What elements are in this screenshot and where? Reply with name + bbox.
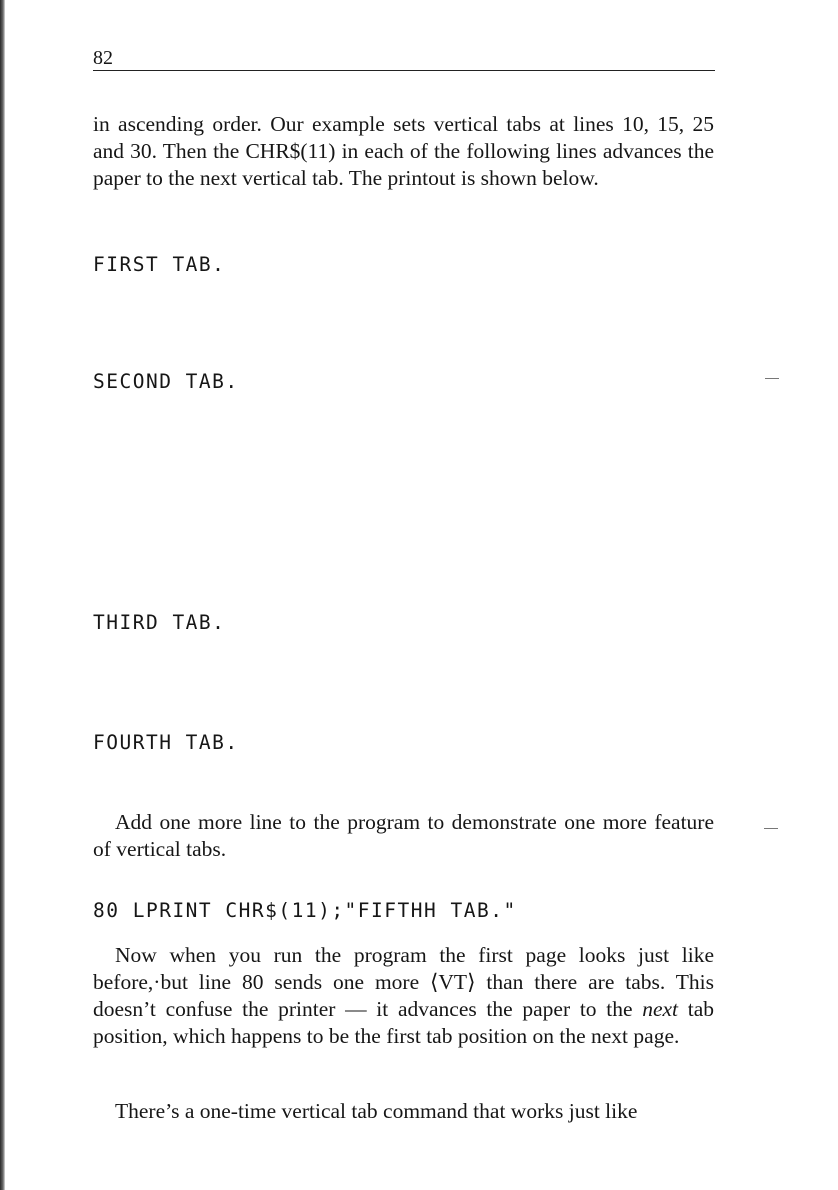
explanation-emphasis: next <box>642 997 679 1021</box>
margin-mark <box>765 378 779 379</box>
explanation-paragraph <box>93 942 714 1050</box>
printout-line-first: FIRST TAB. <box>93 253 226 276</box>
printout-line-fourth: FOURTH TAB. <box>93 731 239 754</box>
add-line-paragraph: Add one more line to the program to demonstrate one more feature of vertical tabs. <box>93 810 714 861</box>
explanation-text-before: Now when you run the program the first page looks just like before,·but line 80 sends one more ⟨VT⟩ than there are tabs. This doesn’t confuse the printer — it advances the paper to the <box>93 943 714 1021</box>
closing-paragraph: There’s a one-time vertical tab command that works just like <box>115 1099 638 1123</box>
code-line: 80 LPRINT CHR$(11);"FIFTHH TAB." <box>93 899 517 922</box>
intro-paragraph: in ascending order. Our example sets vertical tabs at lines 10, 15, 25 and 30. Then the CHR$(11) in each of the following lines advances the paper to the next vertical tab. The printout is shown below. <box>93 112 714 190</box>
margin-mark <box>764 828 778 829</box>
header-rule <box>93 70 715 71</box>
page-number: 82 <box>93 47 113 69</box>
printout-line-second: SECOND TAB. <box>93 370 239 393</box>
page-binding-edge <box>0 0 5 1190</box>
printout-line-third: THIRD TAB. <box>93 611 226 634</box>
explanation-text-after: tab position, which happens to be the first tab position on the next page. <box>93 997 714 1048</box>
